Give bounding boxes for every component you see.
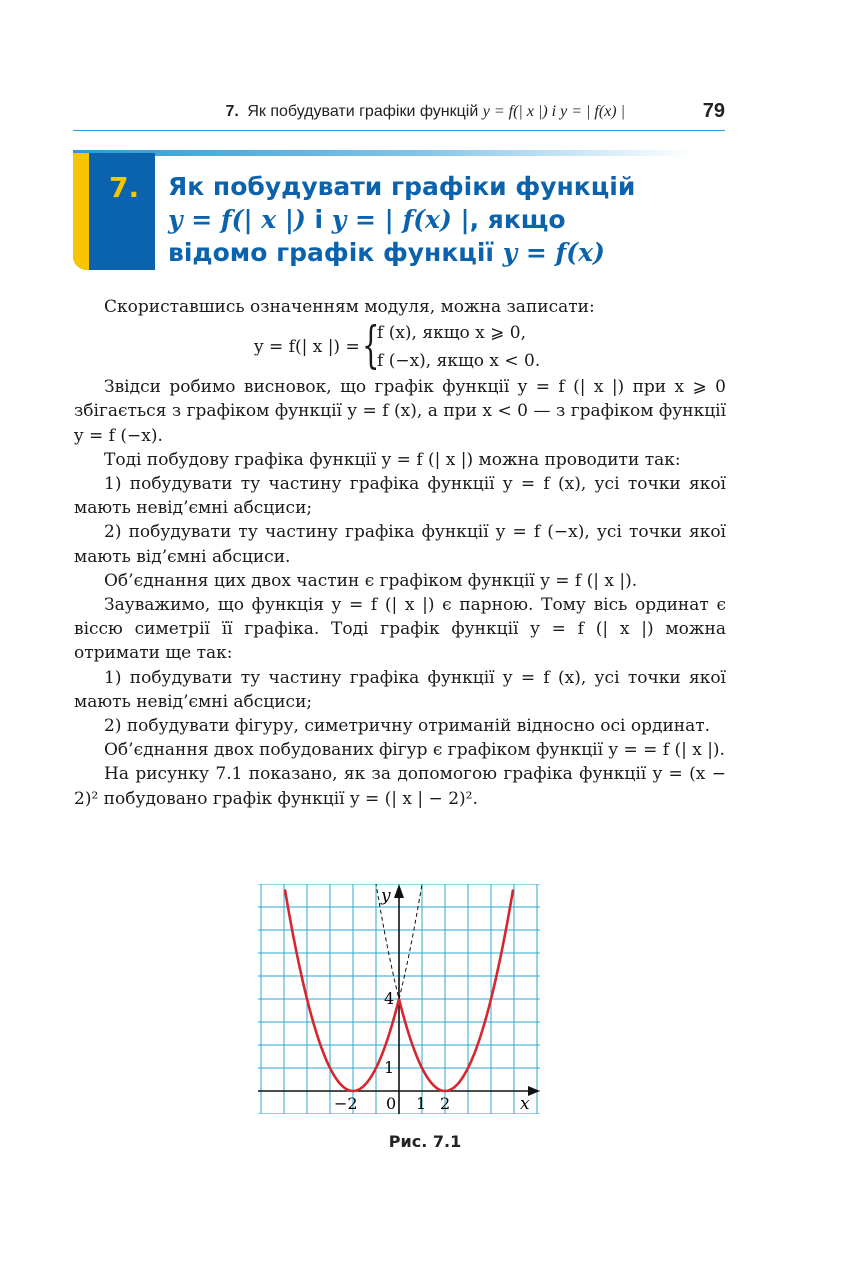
running-title-formula: y = f(| x |) і y = | f(x) |: [482, 103, 625, 120]
function-graph: [258, 884, 540, 1114]
y-axis-label: y: [381, 886, 391, 906]
paragraph: На рисунку 7.1 показано, як за допомогою графіка функції y = (x − 2)² побудовано графік функції y = (| x | − 2)².: [74, 764, 726, 809]
section-title-line1: Як побудувати графіки функцій: [168, 172, 636, 201]
running-section-number: 7.: [225, 103, 239, 120]
piecewise-formula: [74, 316, 726, 375]
tick-y-1: 1: [384, 1058, 395, 1077]
running-title-text: Як побудувати графіки функцій: [247, 103, 479, 120]
tick-x-2: 2: [440, 1094, 451, 1113]
section-title-formula1: y = f(| x |): [168, 205, 306, 234]
section-title-line3: відомо графік функції y = f(x): [168, 238, 605, 267]
x-axis-label: x: [520, 1094, 530, 1114]
tick-x-0: 0: [386, 1094, 397, 1113]
formula-case-1: f (x), якщо x ⩾ 0,: [377, 323, 527, 344]
figure-caption: Рис. 7.1: [388, 1132, 462, 1151]
paragraph: 1) побудувати ту частину графіка функції y = f (x), усі точки якої мають невід’ємні абсциси;: [74, 667, 726, 712]
page-number: 79: [702, 100, 725, 122]
section-title-formula3: y = f(x): [502, 238, 605, 267]
paragraph: Скориставшись означенням модуля, можна записати:: [104, 297, 595, 317]
section-accent-stripe: [73, 153, 89, 270]
section-title-bar: [73, 150, 693, 156]
section-title-line2: y = f(| x |) і y = | f(x) |, якщо: [168, 205, 566, 234]
section-number: 7.: [109, 171, 140, 204]
x-axis-arrow: [528, 1086, 540, 1096]
tick-x-neg2: −2: [334, 1094, 358, 1113]
paragraph: Звідси робимо висновок, що графік функції y = f (| x |) при x ⩾ 0 збігається з графіком функції y = f (x), а при x < 0 — з графіком функції y = f (−x).: [74, 377, 726, 446]
paragraph: Об’єднання двох побудованих фігур є графіком функції y = = f (| x |).: [104, 740, 725, 761]
paragraph: Зауважимо, що функція y = f (| x |) є парною. Тому вісь ординат є віссю симетрії її графіка. Тоді графік функції y = f (| x |) можна отримати ще так:: [74, 595, 726, 664]
section-number-box: [73, 153, 155, 270]
paragraph: Тоді побудову графіка функції y = f (| x |) можна проводити так:: [104, 449, 681, 470]
section-title: [168, 170, 728, 269]
body-text: [74, 295, 726, 811]
formula-brace: {: [362, 316, 380, 375]
paragraph: 1) побудувати ту частину графіка функції y = f (x), усі точки якої мають невід’ємні абсциси;: [74, 474, 726, 519]
tick-y-4: 4: [384, 989, 395, 1008]
reflected-curve-dashed-left: [399, 884, 422, 999]
running-title: [226, 103, 625, 121]
formula-case-2: f (−x), якщо x < 0.: [377, 351, 541, 372]
tick-x-1: 1: [416, 1094, 427, 1113]
paragraph: 2) побудувати фігуру, симетричну отриманій відносно осі ординат.: [104, 716, 711, 737]
paragraph: 2) побудувати ту частину графіка функції y = f (−x), усі точки якої мають від’ємні абсциси.: [74, 522, 726, 567]
running-header: [73, 100, 725, 131]
section-title-formula2: y = | f(x) |: [331, 205, 470, 234]
paragraph: Об’єднання цих двох частин є графіком функції y = f (| x |).: [104, 570, 638, 591]
formula-lhs: y = f(| x |) =: [254, 337, 360, 358]
y-axis-arrow: [394, 884, 404, 898]
